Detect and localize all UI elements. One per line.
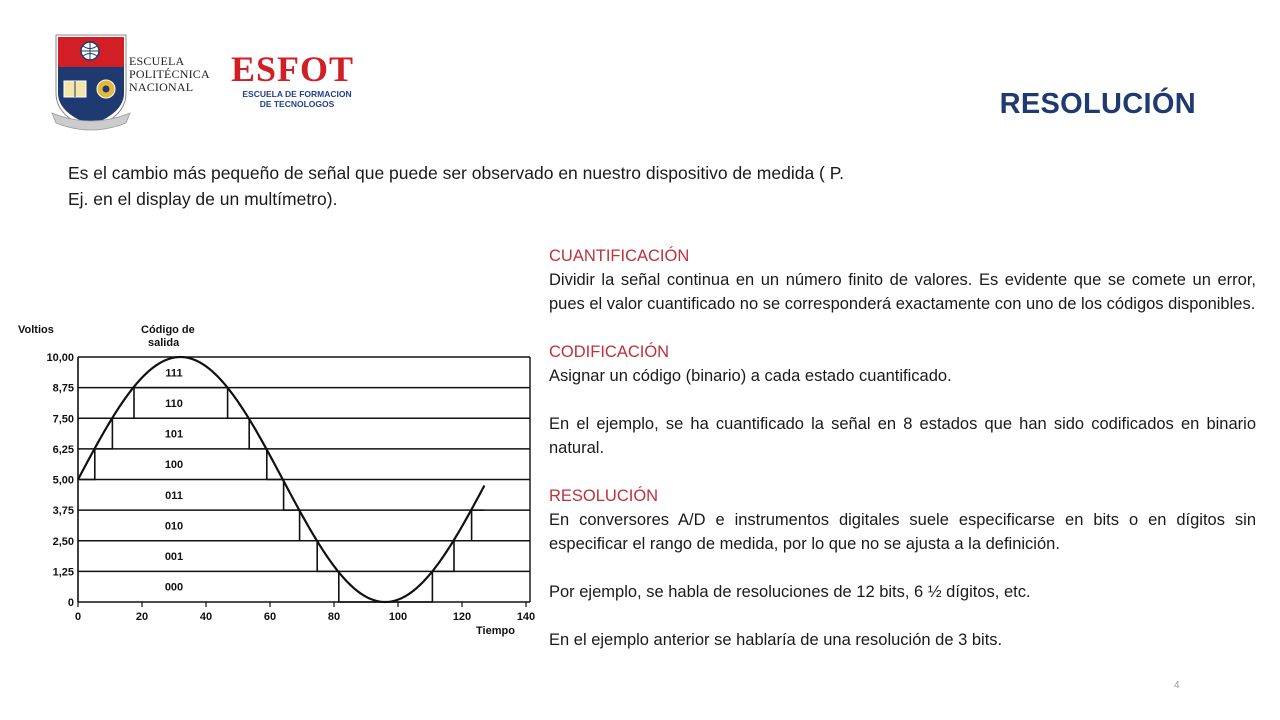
- x-tick-label: 140: [516, 611, 536, 623]
- section-body: Dividir la señal continua en un número finito de valores. Es evidente que se comete un error, pues el valor cuantificado no se corresponderá exactamente con uno de los códigos disponibles.: [549, 271, 1256, 313]
- y-tick-label: 0: [67, 597, 74, 609]
- code-header-line-2: salida: [148, 337, 180, 349]
- section-cuantificacion: [549, 244, 1256, 316]
- x-axis-label: Tiempo: [476, 625, 515, 637]
- y-tick-label: 1,25: [52, 566, 74, 579]
- code-label: 000: [164, 581, 184, 594]
- x-tick-label: 80: [327, 611, 341, 623]
- epn-line-2: POLITÉCNICA: [129, 67, 210, 81]
- section-body: En el ejemplo, se ha cuantificado la señal en 8 estados que han sido codificados en binario natural.: [549, 415, 1256, 457]
- x-tick-label: 100: [388, 611, 408, 623]
- quantized-staircase-line: [78, 388, 484, 602]
- section-body: Por ejemplo, se habla de resoluciones de 12 bits, 6 ½ dígitos, etc.: [549, 583, 1031, 601]
- esfot-sub-line-2: DE TECNOLOGOS: [259, 99, 335, 109]
- content-column: [549, 244, 1256, 676]
- section-body: En conversores A/D e instrumentos digitales suele especificarse en bits o en dígitos sin especificar el rango de medida, por lo que no se ajusta a la definición.: [549, 511, 1256, 553]
- code-label: 111: [165, 367, 183, 380]
- code-label: 011: [165, 489, 183, 502]
- code-label: 101: [164, 428, 184, 441]
- section-heading: CODIFICACIÓN: [549, 343, 670, 361]
- esfot-logo-title: ESFOT: [231, 49, 355, 89]
- epn-line-3: NACIONAL: [129, 80, 194, 94]
- x-tick-label: 40: [199, 611, 213, 623]
- intro-paragraph: Es el cambio más pequeño de señal que puede ser observado en nuestro dispositivo de medida ( P. Ej. en el display de un multímetro).: [68, 163, 845, 209]
- x-tick-label: 120: [452, 611, 472, 623]
- epn-shield-logo: [50, 33, 132, 133]
- code-label: 110: [165, 397, 183, 410]
- y-tick-label: 7,50: [52, 413, 74, 426]
- y-tick-label: 8,75: [52, 382, 74, 395]
- esfot-sub-line-1: ESCUELA DE FORMACION: [242, 89, 352, 99]
- section-body: Asignar un código (binario) a cada estado cuantificado.: [549, 367, 952, 385]
- code-label: 010: [164, 520, 184, 533]
- x-tick-label: 60: [263, 611, 277, 623]
- section-codificacion: [549, 340, 1256, 388]
- section-resolution-examples: [549, 580, 1256, 604]
- x-tick-label: 0: [74, 611, 82, 623]
- section-resolution-conclusion: [549, 628, 1256, 652]
- page-title: RESOLUCIÓN: [999, 88, 1196, 120]
- y-axis-label: Voltios: [18, 324, 54, 336]
- section-heading: RESOLUCIÓN: [549, 487, 659, 505]
- y-tick-label: 6,25: [52, 443, 74, 456]
- epn-name: [129, 55, 210, 94]
- y-tick-label: 2,50: [52, 535, 74, 548]
- code-label: 100: [164, 459, 184, 472]
- logo-area: [50, 33, 380, 133]
- code-label: 001: [164, 551, 184, 564]
- y-tick-label: 10,00: [46, 352, 74, 364]
- esfot-logo-subtitle: [229, 89, 365, 109]
- epn-line-1: ESCUELA: [129, 54, 185, 68]
- quantization-chart: [0, 300, 545, 645]
- section-heading: CUANTIFICACIÓN: [549, 247, 690, 265]
- code-header-line-1: Código de: [141, 324, 195, 336]
- y-tick-label: 3,75: [52, 505, 74, 518]
- section-example: [549, 412, 1256, 460]
- x-tick-label: 20: [135, 611, 149, 623]
- page-number: 4: [1174, 680, 1180, 691]
- section-body: En el ejemplo anterior se hablaría de una resolución de 3 bits.: [549, 631, 1003, 649]
- section-resolucion: [549, 484, 1256, 556]
- y-tick-label: 5,00: [52, 474, 74, 487]
